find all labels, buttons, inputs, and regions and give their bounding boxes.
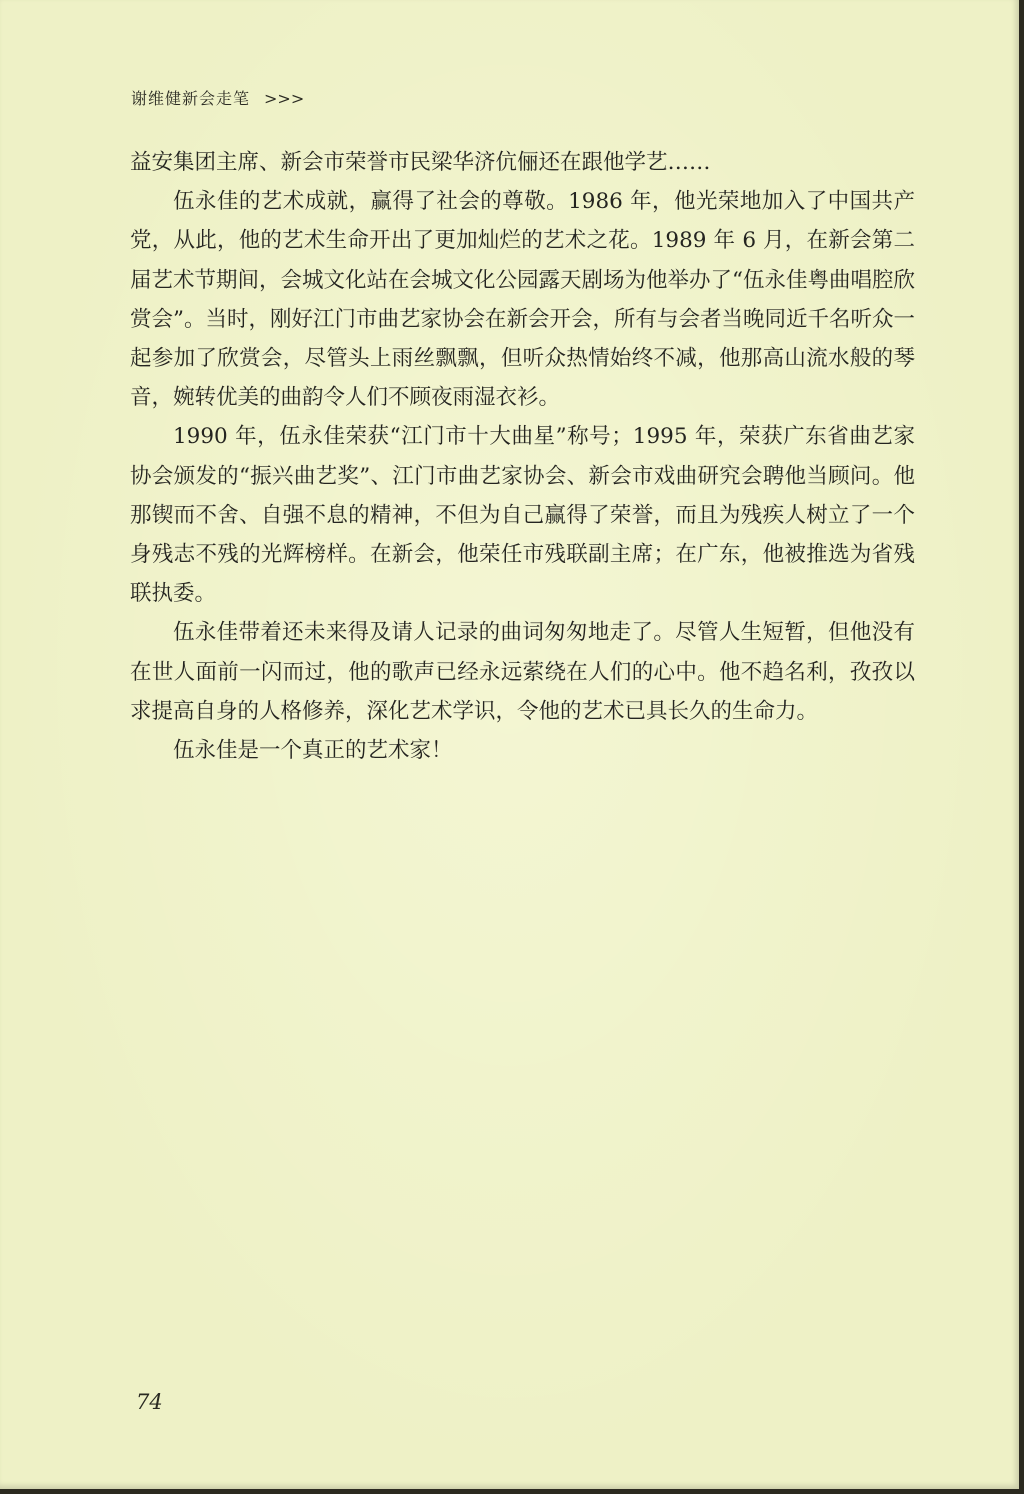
running-head-arrows: >>> xyxy=(264,89,305,108)
paragraph-2: 伍永佳的艺术成就，赢得了社会的尊敬。1986 年，他光荣地加入了中国共产党，从此，他的艺术生命开出了更加灿烂的艺术之花。1989 年 6 月，在新会第二届艺术节期间，会城文化站在会城文化公园露天剧场为他举办了“伍永佳粤曲唱腔欣赏会”。当时，刚好江门市曲艺家协会在新会开会，所有与会者当晚同近千名听众一起参加了欣赏会，尽管头上雨丝飘飘，但听众热情始终不减，他那高山流水般的琴音，婉转优美的曲韵令人们不顾夜雨湿衣衫。 xyxy=(130,189,915,411)
scan-edge-bottom xyxy=(0,1489,1024,1494)
paragraph-4: 伍永佳带着还未来得及请人记录的曲词匆匆地走了。尽管人生短暂，但他没有在世人面前一闪而过，他的歌声已经永远萦绕在人们的心中。他不趋名利，孜孜以求提高自身的人格修养，深化艺术学识，令他的艺术已具长久的生命力。 xyxy=(130,620,915,724)
paragraph-5: 伍永佳是一个真正的艺术家！ xyxy=(173,738,453,764)
book-title: 谢维健新会走笔 xyxy=(131,89,251,108)
running-head xyxy=(131,86,304,109)
paragraph-3: 1990 年，伍永佳荣获“江门市十大曲星”称号；1995 年，荣获广东省曲艺家协会颁发的“振兴曲艺奖”、江门市曲艺家协会、新会市戏曲研究会聘他当顾问。他那锲而不舍、自强不息的精神，不但为自己赢得了荣誉，而且为残疾人树立了一个身残志不残的光辉榜样。在新会，他荣任市残联副主席；在广东，他被推选为省残联执委。 xyxy=(130,424,915,607)
page-number: 74 xyxy=(136,1390,163,1414)
paragraph-1: 益安集团主席、新会市荣誉市民梁华济伉俪还在跟他学艺…… xyxy=(130,150,711,175)
body-text xyxy=(130,143,915,770)
scan-edge-right xyxy=(1019,0,1024,1494)
